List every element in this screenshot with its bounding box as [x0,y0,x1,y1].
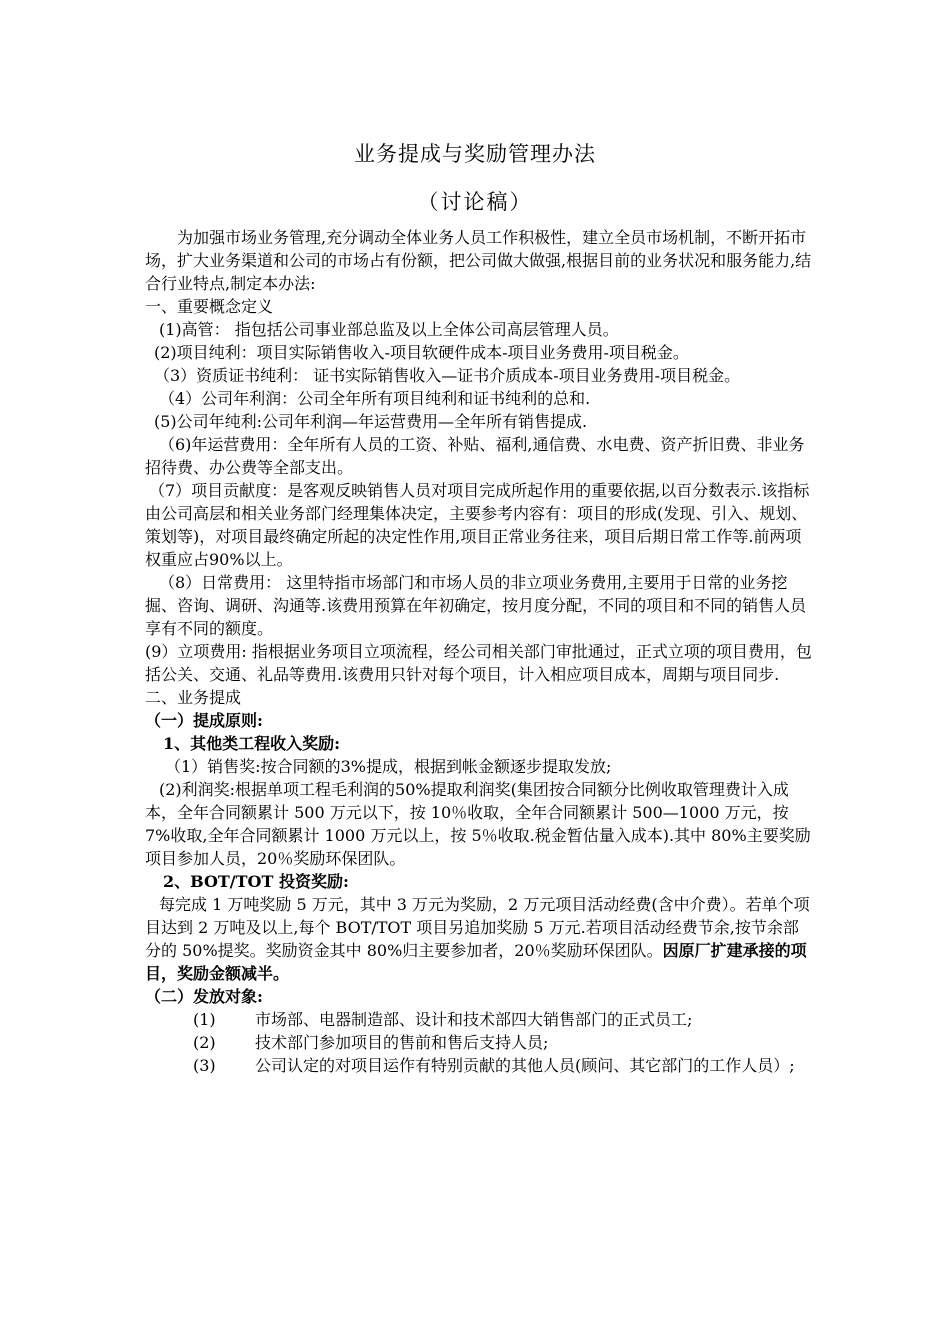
list-item-text: 技术部门参加项目的售前和售后支持人员; [255,1033,549,1052]
intro-paragraph: 为加强市场业务管理,充分调动全体业务人员工作积极性，建立全员市场机制，不断开拓市场，扩大业务渠道和公司的市场占有份额，把公司做大做强,根据目前的业务状况和服务能力,结合行业特点,制定本办法: [145,228,812,293]
list-item [145,1008,813,1031]
rule-2-body [145,893,813,985]
rule-heading-2: 2、BOT/TOT 投资奖励: [163,872,349,891]
rule-2-bold-note: 因原厂扩建承接的项目，奖励金额减半。 [145,941,807,983]
definition-2: (2)项目纯利：项目实际销售收入-项目软硬件成本-项目业务费用-项目税金。 [154,343,689,362]
rule-heading-1: 1、其他类工程收入奖励: [163,734,341,753]
definition-5: (5)公司年纯利:公司年利润—年运营费用—全年所有销售提成. [154,412,588,431]
list-item-text: 公司认定的对项目运作有特别贡献的其他人员(顾问、其它部门的工作人员）; [255,1056,795,1075]
list-item-number: (2) [193,1033,216,1052]
list-item-text: 市场部、电器制造部、设计和技术部四大销售部门的正式员工; [255,1010,693,1029]
document-body [145,226,813,1077]
page-subtitle: （讨论稿） [417,190,533,214]
page-title: 业务提成与奖励管理办法 [354,142,596,166]
definition-4: （4）公司年利润：公司全年所有项目纯利和证书纯利的总和. [159,389,591,408]
definition-3: （3）资质证书纯利： 证书实际销售收入—证书介质成本-项目业务费用-项目税金。 [154,366,741,385]
list-item [145,1031,813,1054]
list-item-number: (3) [193,1056,216,1075]
definition-6: （6)年运营费用：全年所有人员的工资、补贴、福利,通信费、水电费、资产折旧费、非业务招待费、办公费等全部支出。 [145,435,805,477]
definition-1: (1)高管： 指包括公司事业部总监及以上全体公司高层管理人员。 [159,320,619,339]
section-heading-2: 二、业务提成 [145,688,242,707]
section-heading-1: 一、重要概念定义 [145,297,274,316]
list-item [145,1054,813,1077]
definition-8: （8）日常费用： 这里特指市场部门和市场人员的非立项业务费用,主要用于日常的业务挖掘、咨询、调研、沟通等.该费用预算在年初确定，按月度分配，不同的项目和不同的销售人员享有不同的额度。 [145,573,807,638]
list-item-number: (1) [193,1010,216,1029]
subsection-heading-1: （一）提成原则: [145,711,263,730]
definition-7: （7）项目贡献度：是客观反映销售人员对项目完成所起作用的重要依据,以百分数表示.该指标由公司高层和相关业务部门经理集体决定，主要参考内容有：项目的形成(发现、引入、规划、策划等)，对项目最终确定所起的决定性作用,项目正常业务往来，项目后期日常工作等.前两项权重应占90%以上。 [145,481,810,569]
definition-9: (9）立项费用: 指根据业务项目立项流程，经公司相关部门审批通过，正式立项的项目费用，包括公关、交通、礼品等费用.该费用只针对每个项目，计入相应项目成本，周期与项目同步. [145,642,812,684]
rule-1-sales-bonus: （1）销售奖:按合同额的3%提成，根据到帐金额逐步提取发放; [165,757,612,776]
subsection-heading-2: （二）发放对象: [145,987,263,1006]
rule-1-profit-bonus: (2)利润奖:根据单项工程毛利润的50%提取利润奖(集团按合同额分比例收取管理费计入成本，全年合同额累计 500 万元以下，按 10％收取，全年合同额累计 500—1000 万元，按 7%收取,全年合同额累计 1000 万元以上，按 5％收取.税金暂估量入成本).其中 80%主要奖励项目参加人员，20％奖励环保团队。 [145,780,811,868]
rule-2-text: 每完成 1 万吨奖励 5 万元，其中 3 万元为奖励，2 万元项目活动经费(含中介费）。若单个项目达到 2 万吨及以上,每个 BOT/TOT 项目另追加奖励 5 万元.若项目活动经费节余,按节余部分的 50%提奖。奖励资金其中 80%归主要参加者，20％奖励环保团队。 [145,895,810,960]
